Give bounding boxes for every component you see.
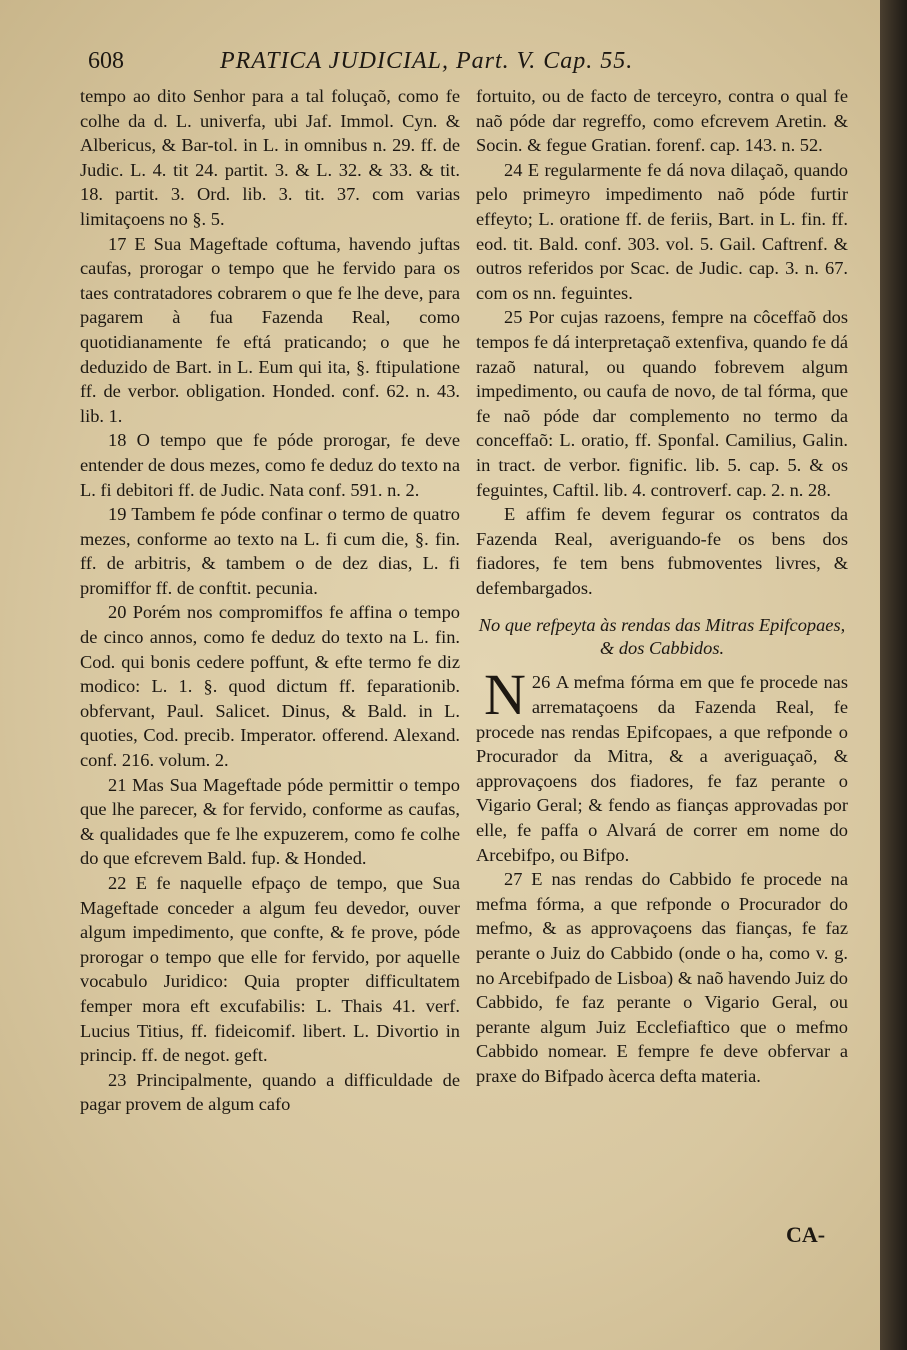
section-title: No que refpeyta às rendas das Mitras Epifcopaes, & dos Cabbidos. — [478, 615, 846, 659]
page-header — [88, 44, 848, 78]
paragraph-23: 23 Principalmente, quando a difficuldade de pagar provem de algum cafo — [80, 1069, 460, 1115]
paragraph-17: 17 E Sua Mageftade coftuma, havendo juftas caufas, prorogar o tempo que he fervido para os taes contratadores cobrarem o que fe lhe deve, para pagarem à fua Fazenda Real, como quotidianamente fe eftá praticando; o que he deduzido de Bart. in L. Eum qui ita, §. ftipulatione ff. de verbor. obligation. Honded. conf. 62. n. 43. lib. 1. — [80, 233, 460, 426]
paragraph-19: 19 Tambem fe póde confinar o termo de quatro mezes, conforme ao texto na L. fi cum die, §. fin. ff. de arbitris, & tambem o de dez dias, L. fi promiffor ff. de conftit. pecunia. — [80, 504, 460, 598]
paragraph-27: 27 E nas rendas do Cabbido fe procede na mefma fórma, a que refponde o Procurador do mefmo, & as approvaçoens das fianças, fe faz perante o Juiz do Cabbido (onde o ha, como v. g. no Arcebifpado de Lisboa) & naõ havendo Juiz do Cabbido, fe faz perante o Vigario Geral, ou perante algum Juiz Ecclefiaftico que o mefmo Cabbido nomear. E fempre fe deve obfervar a praxe do Bifpado àcerca defta materia. — [476, 869, 848, 1086]
paragraph-24: 24 E regularmente fe dá nova dilaçaõ, quando pelo primeyro impedimento naõ póde furtir effeyto; L. oratione ff. de feriis, Bart. in L. fin. ff. eod. tit. Bald. conf. 303. vol. 5. Gail. Caftrenf. & outros referidos por Scac. de Judic. cap. 3. n. 67. com os nn. feguintes. — [476, 159, 848, 303]
paragraph-22: 22 E fe naquelle efpaço de tempo, que Sua Mageftade conceder a algum feu devedor, ouver algum impedimento, que confte, & fe prove, póde prorogar o tempo que elle for fervido, por aquelle vocabulo Juridico: Quia propter difficultatem femper mora eft excufabilis: L. Thais 41. verf. Lucius Titius, ff. fideicomif. libert. L. Divortio in princip. ff. de negot. geft. — [80, 873, 460, 1066]
left-column — [80, 84, 460, 1117]
paragraph-20: 20 Porém nos compromiffos fe affina o tempo de cinco annos, como fe deduz do texto na L. fin. Cod. qui bonis cedere poffunt, & efte termo fe diz modico: L. 1. §. quod dictum ff. feparationib. obfervant, Paul. Salicet. Dinus, & Bald. in L. quoties, Cod. precib. Imperator. offerend. Alexand. conf. 216. volum. 2. — [80, 602, 460, 771]
catchword: CA- — [786, 1222, 826, 1247]
paragraph-25: 25 Por cujas razoens, fempre na côceffaõ dos tempos fe dá interpretaçaõ extenfiva, quando fe dá razaõ natural, ou quando fobrevem algum impedimento, ou caufa de novo, de tal fórma, que fe naõ póde dar complemento no termo da conceffaõ: L. oratio, ff. Sponfal. Camilius, Galin. in tract. de verbor. fignific. lib. 5. cap. 5. & os feguintes, Caftil. lib. 4. controverf. cap. 2. n. 28. — [476, 307, 848, 500]
running-title: PRATICA JUDICIAL, Part. V. Cap. 55. — [220, 48, 634, 74]
paragraph-26-number: 26 — [531, 672, 551, 693]
paragraph-18: 18 O tempo que fe póde prorogar, fe deve entender de dous mezes, como fe deduz do texto na L. fi debitori ff. de Judic. Nata conf. 591. n. 2. — [80, 430, 460, 500]
page-number: 608 — [88, 48, 124, 74]
paragraph-16-continued: tempo ao dito Senhor para a tal foluçaõ, como fe colhe da d. L. univerfa, ubi Jaf. Immol. Cyn. & Albericus, & Bar-tol. in L. in omnibus n. 29. ff. de Judic. L. 4. tit 24. partit. 3. & L. 32. & 33. & tit. 18. partit. 3. Ord. lib. 3. tit. 37. com varias limitaçoens no §. 5. — [80, 86, 460, 229]
book-edge-shadow — [880, 0, 907, 1350]
paragraph-26-text: A mefma fórma em que fe procede nas arremataçoens da Fazenda Real, fe procede nas rendas Epifcopaes, a que refponde o Procurador da Mitra, & a averiguaçaõ, & approvaçoens dos fiadores, fe faz perante o Vigario Geral; & fendo as fianças approvadas por elle, fe paffa o Alvará de correr em nome do Arcebifpo, ou Bifpo. — [476, 672, 848, 865]
paragraph-23-continued: fortuito, ou de facto de terceyro, contra o qual fe naõ póde dar regreffo, como efcrevem Aretin. & Socin. & fegue Gratian. forenf. cap. 143. n. 52. — [476, 86, 848, 156]
paragraph-21: 21 Mas Sua Mageftade póde permittir o tempo que lhe parecer, & for fervido, conforme as caufas, & qualidades que fe lhe expuzerem, como fe colhe do que efcrevem Bald. fup. & Honded. — [80, 774, 460, 869]
drop-cap: N — [484, 662, 526, 728]
paragraph-closing-fazenda: E affim fe devem fegurar os contratos da Fazenda Real, averiguando-fe os bens dos fiadores, fe tem bens fubmoventes livres, & defembargados. — [476, 504, 848, 598]
paragraph-26 — [476, 662, 848, 867]
right-column — [476, 84, 848, 1089]
